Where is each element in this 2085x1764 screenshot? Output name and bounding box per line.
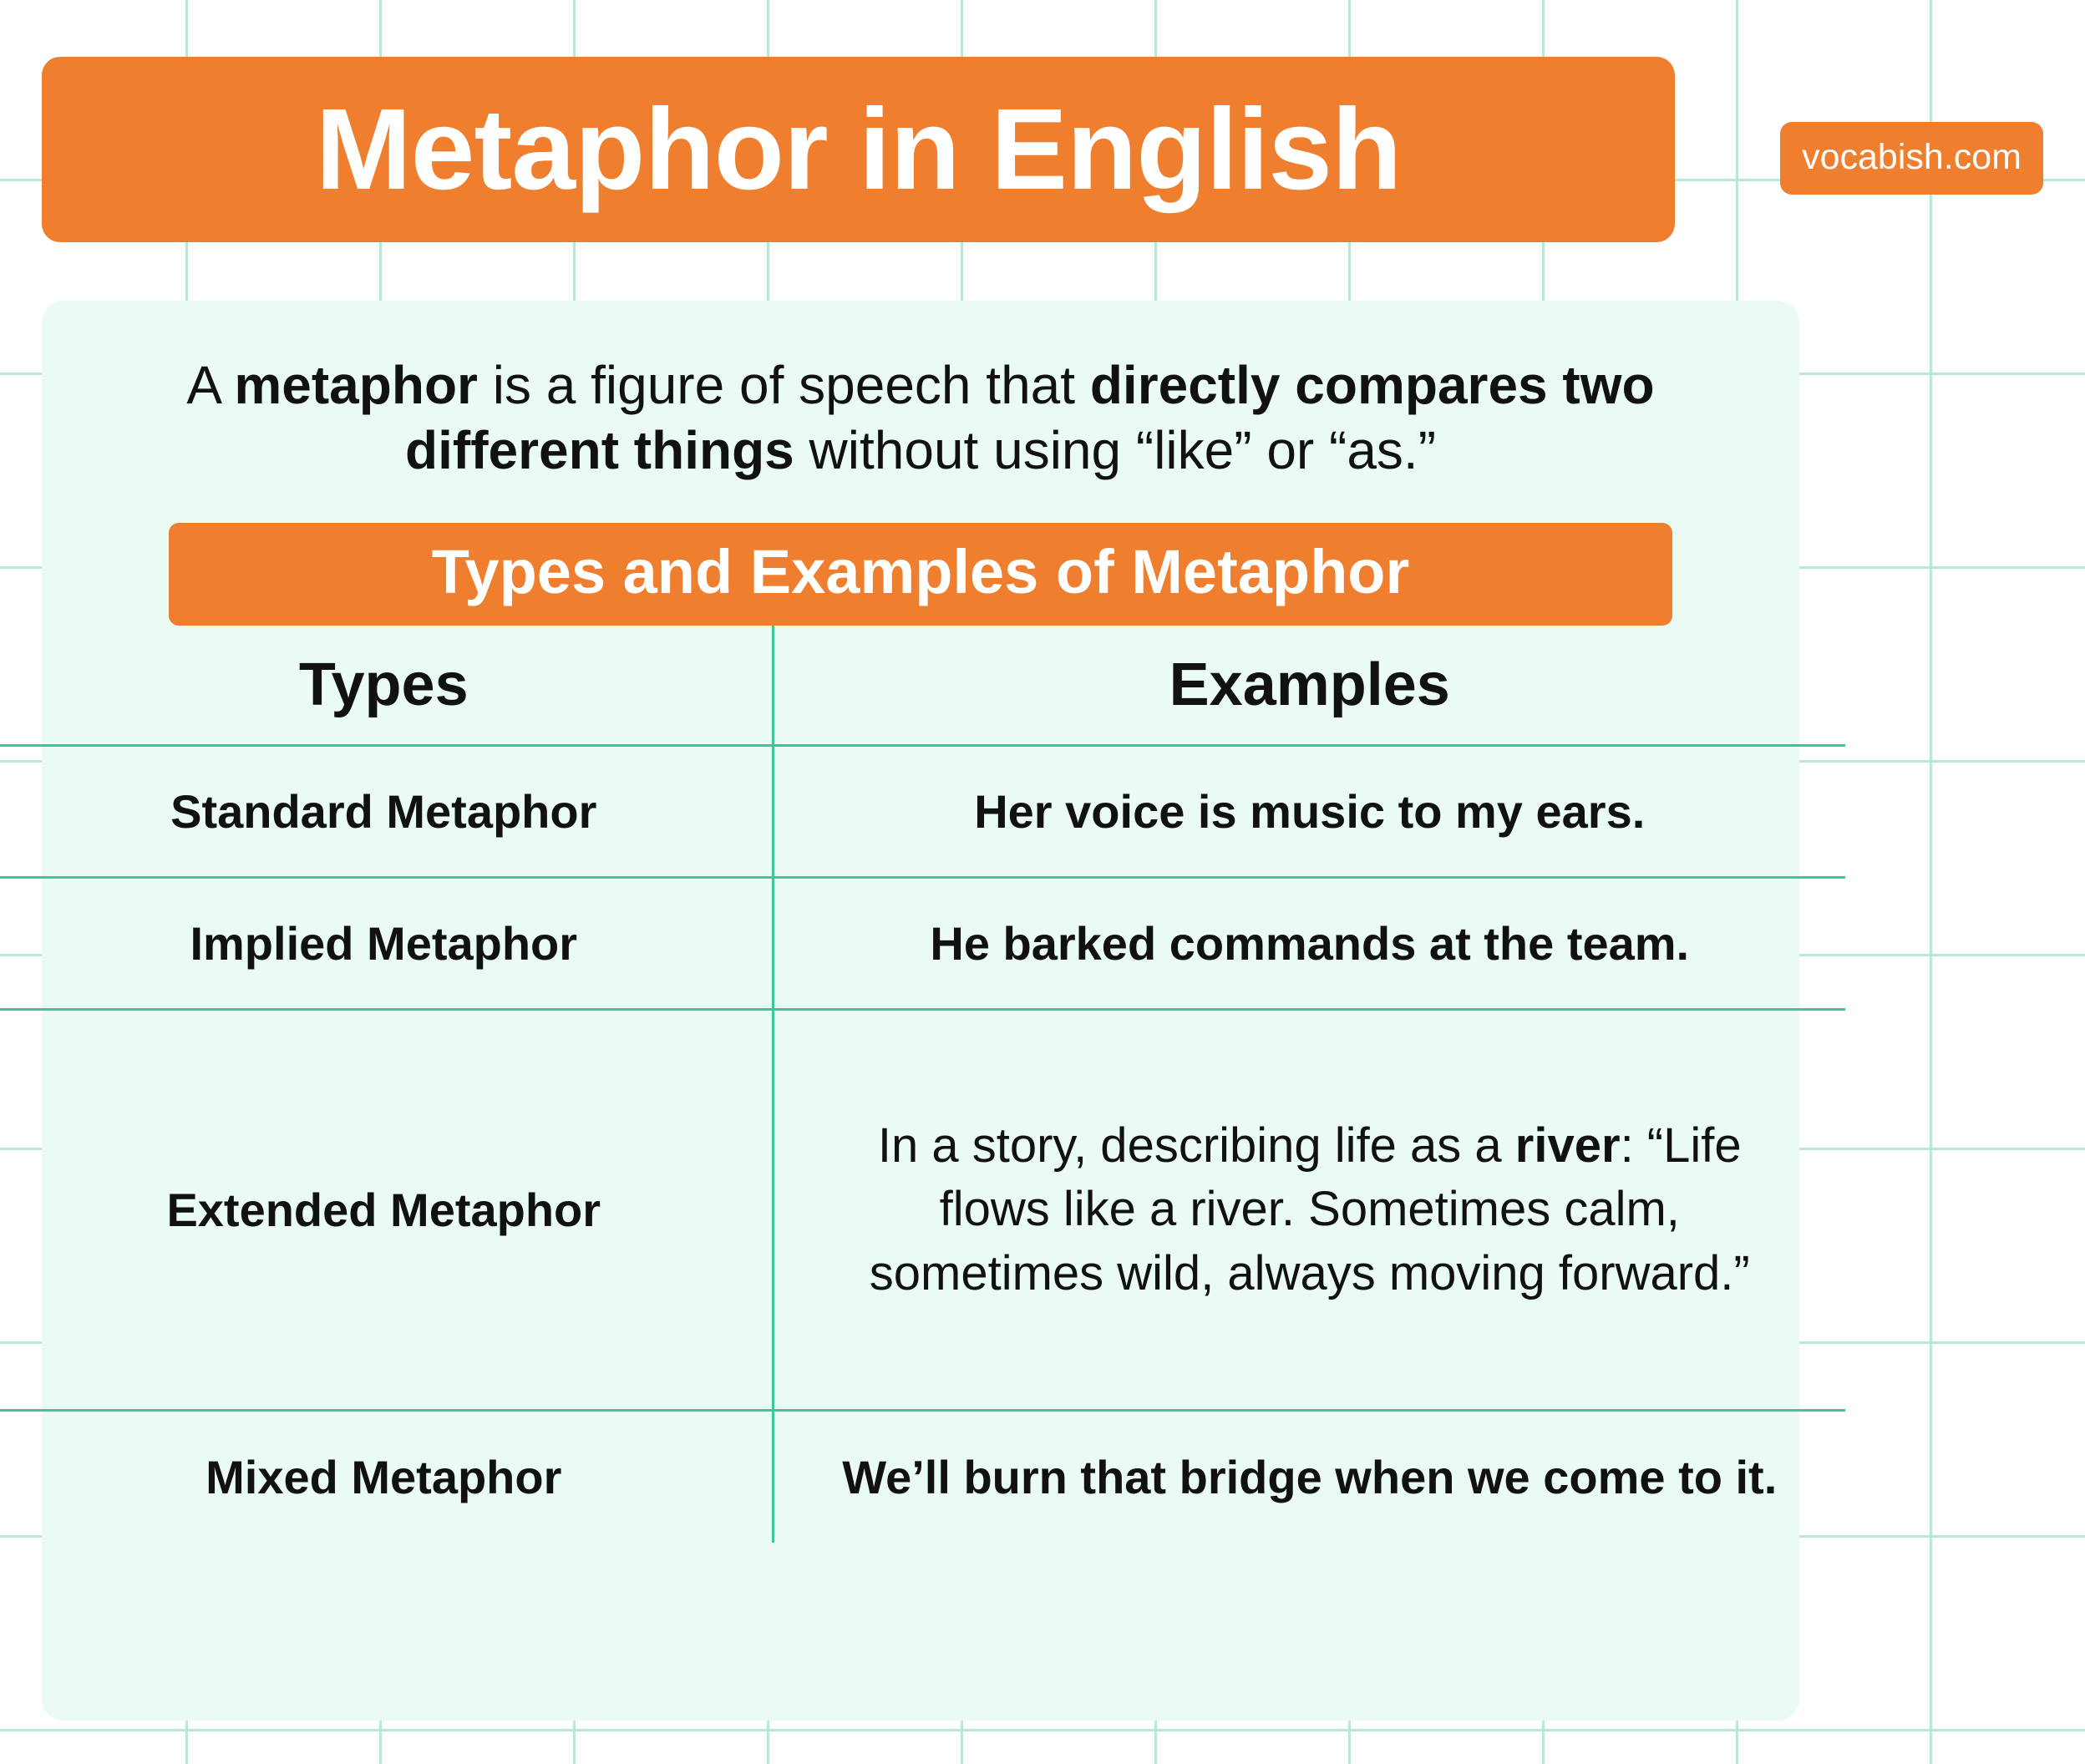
site-badge: vocabish.com bbox=[1780, 122, 2043, 195]
title-banner bbox=[42, 57, 1675, 242]
table-row bbox=[0, 746, 1845, 878]
cell-type: Extended Metaphor bbox=[0, 1010, 773, 1411]
definition-text bbox=[42, 301, 1799, 483]
column-header-examples: Examples bbox=[773, 626, 1845, 746]
definition-bold-compares: directly compares bbox=[1089, 355, 1548, 415]
table-header-row bbox=[0, 626, 1845, 746]
header bbox=[42, 57, 2043, 242]
cell-type: Implied Metaphor bbox=[0, 878, 773, 1010]
cell-example: Her voice is music to my ears. bbox=[773, 746, 1845, 878]
cell-example: He barked commands at the team. bbox=[773, 878, 1845, 1010]
table-row bbox=[0, 1411, 1845, 1543]
section-banner: Types and Examples of Metaphor bbox=[169, 523, 1672, 626]
page-title: Metaphor in English bbox=[315, 85, 1402, 214]
cell-example bbox=[773, 1010, 1845, 1411]
types-examples-table bbox=[0, 626, 1845, 1543]
example-text-bold: river bbox=[1514, 1118, 1621, 1173]
cell-type: Mixed Metaphor bbox=[0, 1411, 773, 1543]
example-text-after: : “Life flows like a river. Sometimes calm, sometimes wild, always moving forward.” bbox=[869, 1118, 1750, 1300]
definition-middle: is a figure of speech that bbox=[477, 355, 1090, 415]
definition-bold-metaphor: metaphor bbox=[234, 355, 478, 415]
column-header-types: Types bbox=[0, 626, 773, 746]
definition-prefix: A bbox=[186, 355, 235, 415]
definition-space bbox=[1548, 355, 1563, 415]
example-text-before: In a story, describing life as a bbox=[877, 1118, 1515, 1173]
table-row bbox=[0, 878, 1845, 1010]
definition-bold-things: two different things bbox=[405, 355, 1655, 481]
content-card bbox=[42, 301, 1799, 1721]
definition-suffix: without using “like” or “as.” bbox=[794, 420, 1436, 481]
table-row bbox=[0, 1010, 1845, 1411]
cell-type: Standard Metaphor bbox=[0, 746, 773, 878]
cell-example: We’ll burn that bridge when we come to it. bbox=[842, 1450, 1778, 1503]
